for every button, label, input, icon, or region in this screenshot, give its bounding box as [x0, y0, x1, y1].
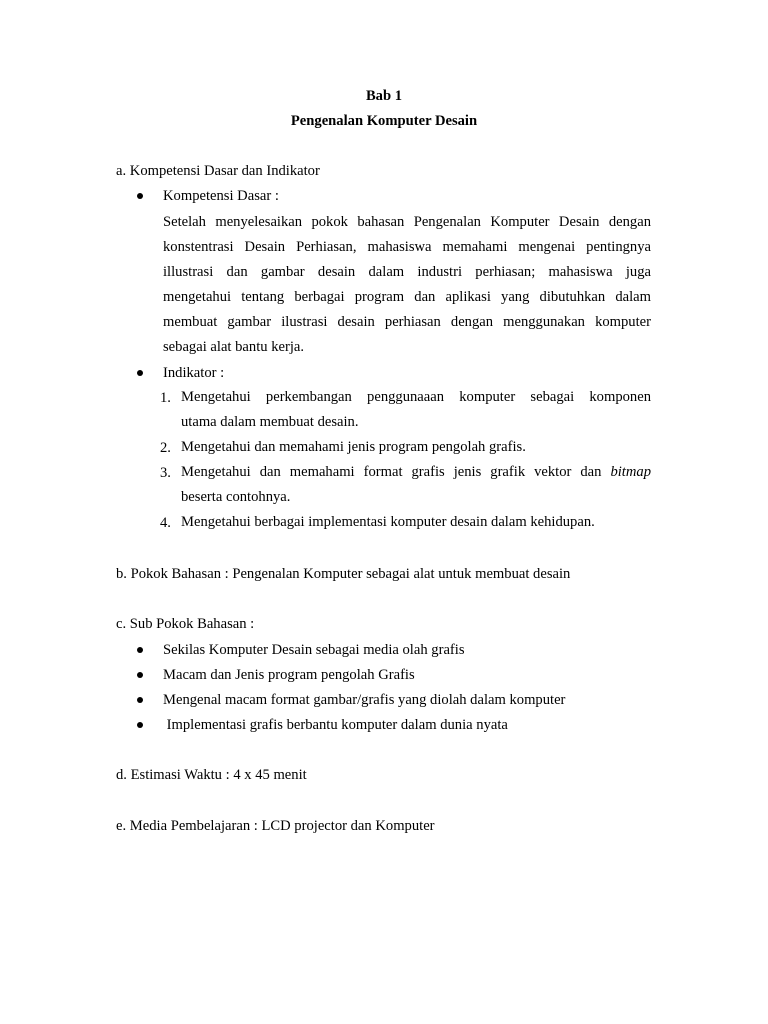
paragraph-line: konstentrasi Desain Perhiasan, mahasiswa memahami mengenai pentingnya [163, 239, 651, 255]
sub-pokok-item: Mengenal macam format gambar/grafis yang diolah dalam komputer [163, 692, 566, 708]
indikator-label: Indikator : [163, 365, 225, 381]
indikator-number: 4. [160, 515, 171, 531]
paragraph-line: Setelah menyelesaikan pokok bahasan Pengenalan Komputer Desain dengan [163, 214, 651, 230]
italic-term: bitmap [610, 464, 651, 480]
kompetensi-label: Kompetensi Dasar : [163, 188, 279, 204]
paragraph-line: membuat gambar ilustrasi desain perhiasan dengan menggunakan komputer [163, 314, 651, 330]
paragraph-line: illustrasi dan gambar desain dalam industri perhiasan; mahasiswa juga [163, 264, 651, 280]
indikator-text: Mengetahui dan memahami format grafis jenis grafik vektor dan [181, 464, 611, 480]
indikator-line [181, 460, 651, 485]
indikator-line: utama dalam membuat desain. [181, 414, 359, 430]
bullet-icon [137, 672, 143, 678]
indikator-line: Mengetahui perkembangan penggunaaan komputer sebagai komponen [181, 389, 651, 405]
sub-pokok-item: Macam dan Jenis program pengolah Grafis [163, 667, 415, 683]
bullet-icon [137, 647, 143, 653]
indikator-number: 1. [160, 390, 171, 406]
section-a-heading: a. Kompetensi Dasar dan Indikator [116, 163, 320, 179]
section-c-heading: c. Sub Pokok Bahasan : [116, 616, 255, 632]
indikator-item [181, 435, 651, 460]
sub-pokok-item: Sekilas Komputer Desain sebagai media olah grafis [163, 642, 465, 658]
indikator-line: Mengetahui dan memahami jenis program pengolah grafis. [181, 439, 526, 455]
section-e: e. Media Pembelajaran : LCD projector dan Komputer [116, 818, 435, 834]
bullet-icon [137, 722, 143, 728]
section-d: d. Estimasi Waktu : 4 x 45 menit [116, 767, 307, 783]
indikator-number: 2. [160, 440, 171, 456]
paragraph-line: mengetahui tentang berbagai program dan aplikasi yang dibutuhkan dalam [163, 289, 651, 305]
bullet-icon [137, 697, 143, 703]
sub-pokok-item: Implementasi grafis berbantu komputer dalam dunia nyata [163, 717, 508, 733]
section-b: b. Pokok Bahasan : Pengenalan Komputer sebagai alat untuk membuat desain [116, 566, 571, 582]
indikator-item [181, 510, 651, 535]
indikator-line: beserta contohnya. [181, 489, 291, 505]
chapter-title: Bab 1 [365, 88, 403, 104]
paragraph-line: sebagai alat bantu kerja. [163, 339, 305, 355]
bullet-icon [137, 193, 143, 199]
kompetensi-paragraph [163, 210, 651, 360]
chapter-subtitle: Pengenalan Komputer Desain [290, 113, 478, 129]
indikator-item [181, 460, 651, 510]
indikator-line: Mengetahui berbagai implementasi komputer desain dalam kehidupan. [181, 514, 595, 530]
bullet-icon [137, 370, 143, 376]
indikator-item [181, 385, 651, 435]
indikator-number: 3. [160, 465, 171, 481]
